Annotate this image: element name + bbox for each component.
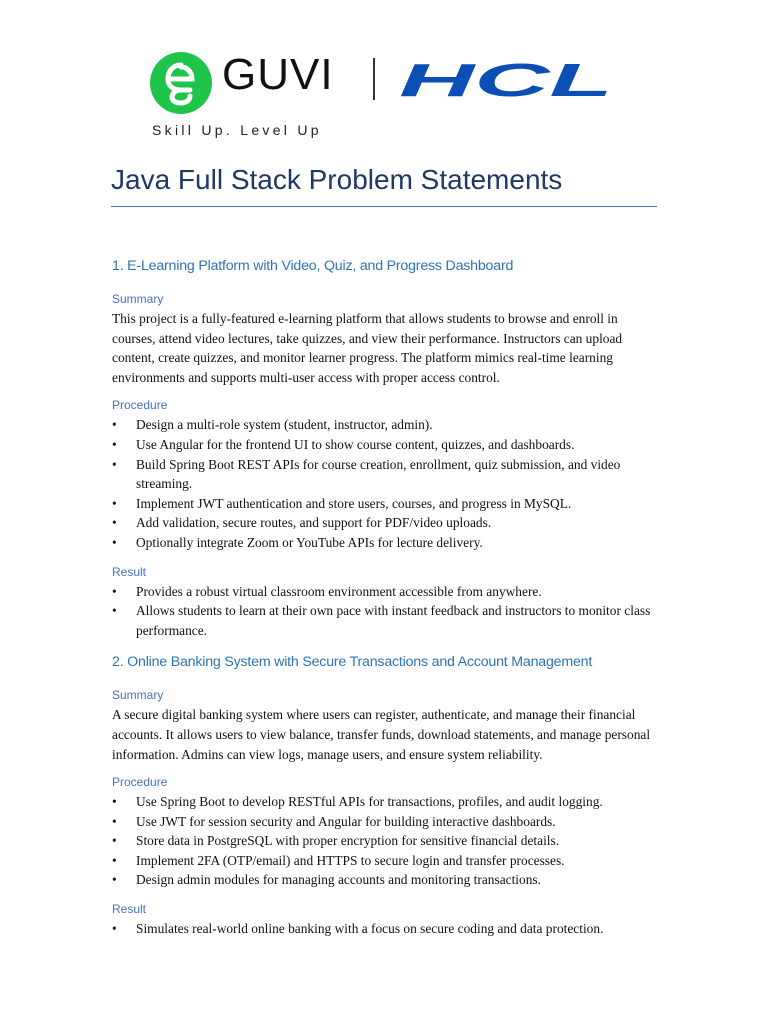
bullet-icon: • xyxy=(112,534,117,550)
list-item-text: Provides a robust virtual classroom environment accessible from anywhere. xyxy=(136,583,542,599)
list-item xyxy=(112,494,658,514)
list-item xyxy=(112,851,658,871)
list-item xyxy=(112,582,658,602)
document-body xyxy=(112,258,658,953)
list-item-text: Design a multi-role system (student, instructor, admin). xyxy=(136,417,433,433)
bullet-icon: • xyxy=(112,833,117,849)
section-heading: 2. Online Banking System with Secure Transactions and Account Management xyxy=(112,654,593,671)
page-title: Java Full Stack Problem Statements xyxy=(111,164,563,195)
bullet-icon: • xyxy=(112,813,117,829)
tagline: Skill Up. Level Up xyxy=(152,122,322,138)
summary-label: Summary xyxy=(112,292,164,306)
bullet-icon: • xyxy=(112,852,117,868)
list-item xyxy=(112,870,658,890)
bullet-icon: • xyxy=(112,515,117,531)
procedure-list xyxy=(112,792,658,890)
list-item xyxy=(112,919,658,939)
list-item-text: Build Spring Boot REST APIs for course creation, enrollment, quiz submission, and video streaming. xyxy=(136,456,621,492)
list-item-text: Design admin modules for managing accounts and monitoring transactions. xyxy=(136,872,541,888)
list-item xyxy=(112,792,658,812)
list-item xyxy=(112,601,658,640)
guvi-logo-icon xyxy=(150,52,212,114)
summary-label: Summary xyxy=(112,688,164,703)
bullet-icon: • xyxy=(112,872,117,888)
summary-text: A secure digital banking system where users can register, authenticate, and manage their financial accounts. It allows users to view balance, transfer funds, download statements, and manage personal information. Admins can view logs, manage users, and ensure system reliability. xyxy=(112,707,651,762)
procedure-label: Procedure xyxy=(112,775,168,790)
logo-divider xyxy=(373,58,375,100)
result-label: Result xyxy=(112,902,147,917)
svg-text:HCL: HCL xyxy=(399,60,613,100)
bullet-icon: • xyxy=(112,603,117,619)
list-item xyxy=(112,533,658,553)
bullet-icon: • xyxy=(112,583,117,599)
list-item-text: Implement JWT authentication and store users, courses, and progress in MySQL. xyxy=(136,495,572,511)
list-item-text: Simulates real-world online banking with a focus on secure coding and data protection. xyxy=(136,921,604,937)
list-item-text: Add validation, secure routes, and support for PDF/video uploads. xyxy=(136,515,492,531)
hcl-logo-icon xyxy=(395,60,617,100)
bullet-icon: • xyxy=(112,921,117,937)
bullet-icon: • xyxy=(112,436,117,452)
section-heading: 1. E-Learning Platform with Video, Quiz, and Progress Dashboard xyxy=(112,258,514,274)
bullet-icon: • xyxy=(112,456,117,472)
list-item-text: Use Angular for the frontend UI to show course content, quizzes, and dashboards. xyxy=(136,436,575,452)
list-item-text: Optionally integrate Zoom or YouTube APIs for lecture delivery. xyxy=(136,534,483,550)
title-underline xyxy=(111,206,657,207)
list-item-text: Use JWT for session security and Angular for building interactive dashboards. xyxy=(136,813,556,829)
list-item xyxy=(112,812,658,832)
list-item xyxy=(112,513,658,533)
problem-section-2 xyxy=(112,654,658,938)
list-item xyxy=(112,415,658,435)
guvi-wordmark: GUVI xyxy=(222,50,334,99)
list-item-text: Use Spring Boot to develop RESTful APIs for transactions, profiles, and audit logging. xyxy=(136,794,603,810)
summary-text: This project is a fully-featured e-learning platform that allows students to browse and enroll in courses, attend video lectures, take quizzes, and view their performance. Instructors can upload content, create quizzes, and monitor learner progress. The platform mimics real-time learning environments and supports multi-user access with proper access control. xyxy=(112,311,623,385)
result-label: Result xyxy=(112,564,147,579)
page-header xyxy=(150,46,630,146)
list-item xyxy=(112,831,658,851)
procedure-list xyxy=(112,415,658,552)
list-item-text: Store data in PostgreSQL with proper encryption for sensitive financial details. xyxy=(136,833,560,849)
bullet-icon: • xyxy=(112,495,117,511)
list-item-text: Allows students to learn at their own pace with instant feedback and instructors to monitor class performance. xyxy=(136,603,651,638)
problem-section-1 xyxy=(112,258,658,640)
list-item xyxy=(112,455,658,494)
list-item-text: Implement 2FA (OTP/email) and HTTPS to secure login and transfer processes. xyxy=(136,852,565,868)
procedure-label: Procedure xyxy=(112,398,168,413)
result-list xyxy=(112,582,658,641)
result-list xyxy=(112,919,658,939)
bullet-icon: • xyxy=(112,417,117,433)
list-item xyxy=(112,435,658,455)
bullet-icon: • xyxy=(112,794,117,810)
